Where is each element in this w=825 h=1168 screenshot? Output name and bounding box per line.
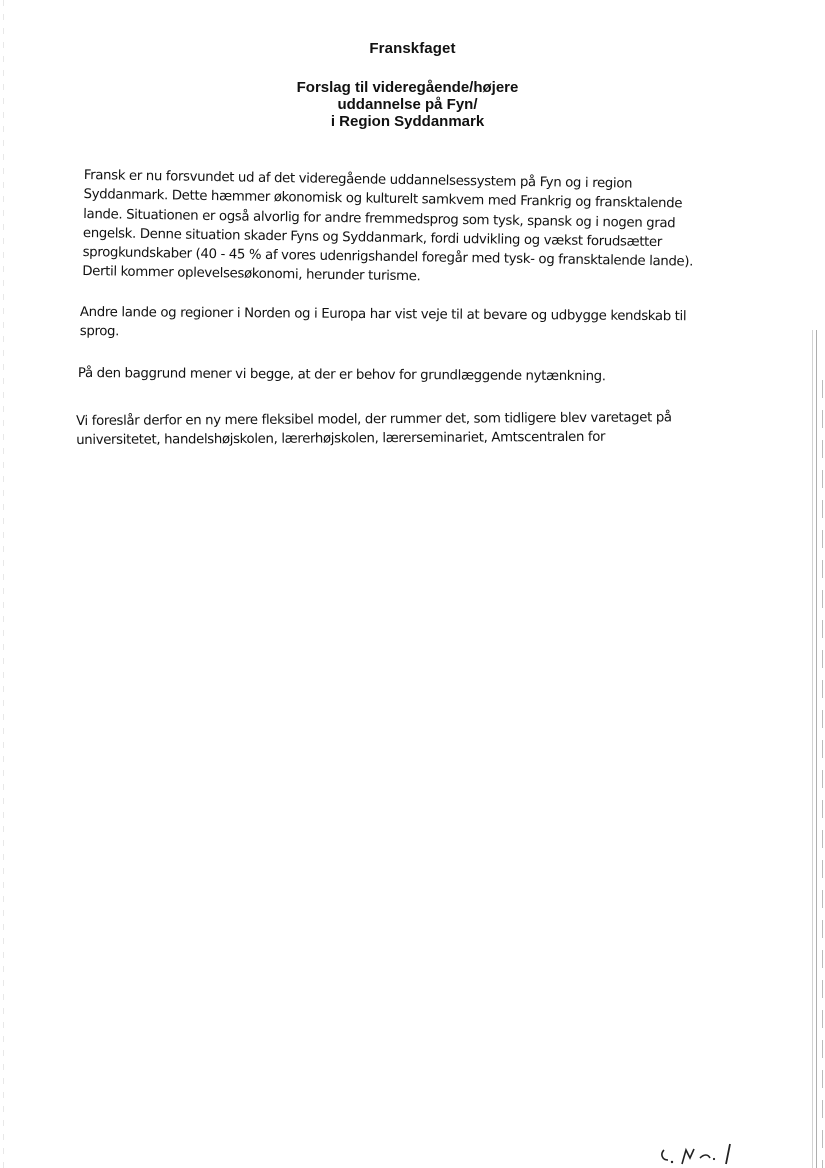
document-subtitle (0, 79, 815, 130)
subtitle-line: i Region Syddanmark (330, 113, 485, 130)
paragraph-line: Andre lande og regioner i Norden og i Europa har vist veje til at bevare og udbygge kendskab til (79, 304, 687, 325)
paragraph-line: På den baggrund mener vi begge, at der er behov for grundlæggende nytænkning. (77, 365, 606, 385)
paragraph-line: Syddanmark. Dette hæmmer økonomisk og kulturelt samkvem med Frankrig og fransktalende (83, 187, 683, 212)
document-title: Franskfaget (369, 40, 456, 57)
scan-edge-left (3, 0, 4, 1168)
scan-edge-right (812, 330, 817, 1168)
handwritten-page-mark (650, 1140, 745, 1166)
paragraph-line: Vi foreslår derfor en ny mere fleksibel model, der rummer det, som tidligere blev varetaget på (76, 410, 672, 429)
paragraph-proposal (76, 408, 672, 450)
paragraph-intro (82, 166, 694, 291)
paragraph-line: lande. Situationen er også alvorlig for andre fremmedsprog som tysk, spansk og i nogen grad (83, 206, 676, 231)
paragraph-background (78, 364, 606, 387)
subtitle-line: Forslag til videregående/højere (296, 79, 519, 96)
paragraph-other-regions (80, 303, 687, 346)
paragraph-line: Fransk er nu forsvundet ud af det videregående uddannelsessystem på Fyn og i region (83, 167, 633, 192)
scan-edge-right-outer (822, 380, 823, 1168)
paragraph-line: sprog. (79, 324, 120, 340)
paragraph-line: engelsk. Denne situation skader Fyns og Syddanmark, fordi udvikling og vækst forudsætter (82, 225, 663, 250)
paragraph-line: Dertil kommer oplevelsesøkonomi, herunder turisme. (82, 264, 421, 285)
subtitle-line: uddannelse på Fyn/ (337, 96, 478, 113)
paragraph-line: sprogkundskaber (40 - 45 % af vores udenrigshandel foregår med tysk- og fransktalende lande). (82, 245, 694, 270)
paragraph-line: universitetet, handelshøjskolen, lærerhøjskolen, lærerseminariet, Amtscentralen for (76, 430, 606, 449)
